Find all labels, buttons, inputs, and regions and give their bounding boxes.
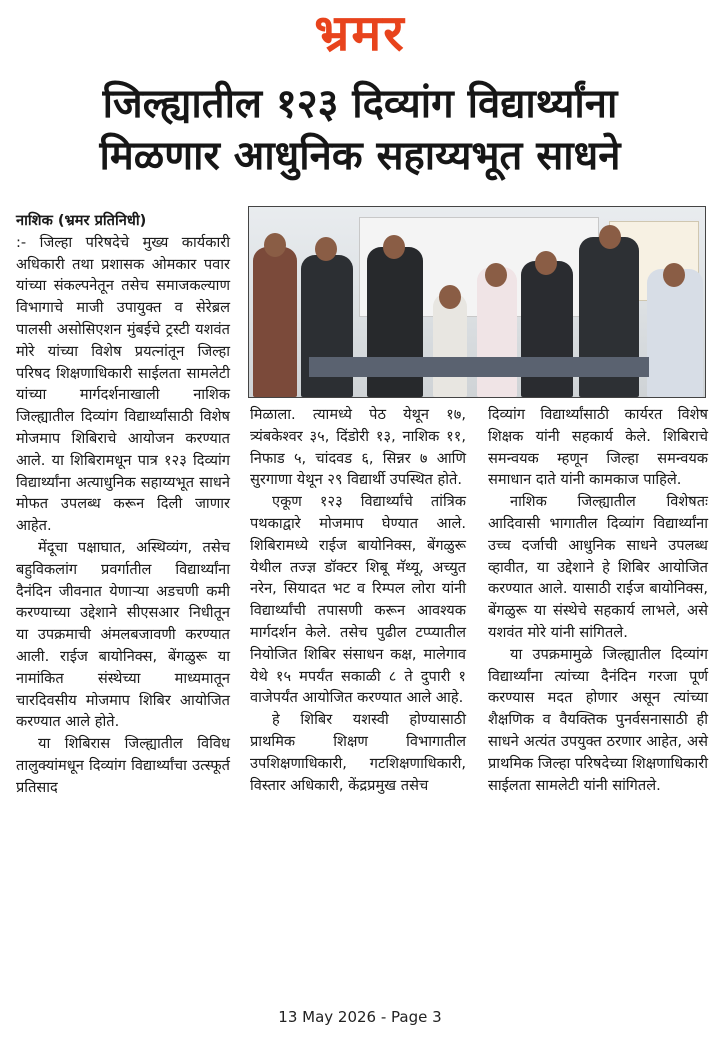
article-dateline: नाशिक (भ्रमर प्रतिनिधी) bbox=[16, 212, 147, 229]
article-paragraph: नाशिक जिल्ह्यातील विशेषतः आदिवासी भागातील दिव्यांग विद्यार्थ्यांना उच्च दर्जाची आधुनिक साधने उपलब्ध व्हावीत, या उद्देशाने हे शिबिर आयोजित करण्यात आले. यासाठी राईज बायोनिक्स, बेंगळुरू या संस्थेचे सहकार्य लाभले, असे यशवंत मोरे यांनी सांगितले. bbox=[488, 493, 708, 641]
photo-person-head bbox=[383, 235, 405, 259]
headline bbox=[0, 78, 720, 182]
event-photo bbox=[248, 206, 706, 398]
article-paragraph: :- जिल्हा परिषदेचे मुख्य कार्यकारी अधिकारी तथा प्रशासक ओमकार पवार यांच्या संकल्पनेतून तसेच समाजकल्याण विभागाचे माजी उपायुक्त व सेरेब्रल पालसी असोसिएशन मुंबईचे ट्रस्टी यशवंत मोरे यांच्या विशेष प्रयत्नांतून जिल्हा परिषद शिक्षणाधिकारी साईलता सामलेटी यांच्या मार्गदर्शनाखाली नाशिक जिल्ह्यातील दिव्यांग विद्यार्थ्यांसाठी विशेष मोजमाप शिबिराचे आयोजन करण्यात आले. या शिबिरामधून पात्र १२३ दिव्यांग विद्यार्थ्यांना अत्याधुनिक सहाय्यभूत साधने मोफत उपलब्ध करून दिली जाणार आहेत. bbox=[16, 233, 230, 535]
headline-line-2: मिळणार आधुनिक सहाय्यभूत साधने bbox=[99, 133, 621, 179]
page-footer: 13 May 2026 - Page 3 bbox=[278, 1008, 442, 1026]
newspaper-logo: भ्रमर bbox=[314, 4, 406, 62]
photo-person-head bbox=[599, 225, 621, 249]
photo-person bbox=[647, 269, 703, 397]
article-paragraph: दिव्यांग विद्यार्थ्यांसाठी कार्यरत विशेष शिक्षक यांनी सहकार्य केले. शिबिराचे समन्वयक म्हणून जिल्हा समन्वयक समाधान दाते यांनी कामकाज पाहिले. bbox=[488, 406, 708, 489]
article-paragraph: मेंदूचा पक्षाघात, अस्थिव्यंग, तसेच बहुविकलांग प्रवर्गातील विद्यार्थ्यांना दैनंदिन जीवनात येणाऱ्या अडचणी कमी करण्याच्या उद्देशाने सीएसआर निधीतून या उपक्रमाची अंमलबजावणी करण्यात आली. राईज बायोनिक्स, बेंगळुरू या नामांकित संस्थेच्या माध्यमातून चारदिवसीय मोजमाप शिबिर आयोजित करण्यात आले होते. bbox=[16, 538, 230, 731]
photo-person-head bbox=[663, 263, 685, 287]
article-paragraph: एकूण १२३ विद्यार्थ्यांचे तांत्रिक पथकाद्वारे मोजमाप घेण्यात आले. शिबिरामध्ये राईज बायोनिक्स, बेंगळुरू येथील तज्ज्ञ डॉक्टर शिबू मॅथ्यू, अच्युत नरेन, सियादत भट व रिम्पल लोरा यांनी विद्यार्थ्यांची तपासणी करून आवश्यक मार्गदर्शन केले. तसेच पुढील टप्प्यातील नियोजित शिबिर संसाधन कक्ष, मालेगाव येथे १५ मपर्यंत सकाळी ८ ते दुपारी १ वाजेपर्यंत आयोजित करण्यात आले आहे. bbox=[250, 493, 466, 707]
masthead bbox=[0, 0, 720, 68]
photo-person-head bbox=[315, 237, 337, 261]
article-paragraph: हे शिबिर यशस्वी होण्यासाठी प्राथमिक शिक्षण विभागातील उपशिक्षणाधिकारी, गटशिक्षणाधिकारी, विस्तार अधिकारी, केंद्रप्रमुख तसेच bbox=[250, 711, 466, 794]
article-paragraph: या उपक्रमामुळे जिल्ह्यातील दिव्यांग विद्यार्थ्यांना त्यांच्या दैनंदिन गरजा पूर्ण करण्यास मदत होणार असून त्यांच्या शैक्षणिक व वैयक्तिक पुनर्वसनासाठी ही साधने अत्यंत उपयुक्त ठरणार आहेत, असे प्राथमिक जिल्हा परिषदेच्या शिक्षणाधिकारी साईलता सामलेटी यांनी सांगितले. bbox=[488, 645, 708, 794]
photo-person-head bbox=[485, 263, 507, 287]
article-column-3 bbox=[488, 404, 708, 796]
article-paragraph: या शिबिरास जिल्ह्यातील विविध तालुक्यांमधून दिव्यांग विद्यार्थ्यांचा उत्स्फूर्त प्रतिसाद bbox=[16, 735, 230, 796]
article-column-1 bbox=[16, 210, 230, 799]
photo-table bbox=[309, 357, 649, 377]
photo-person bbox=[253, 247, 297, 397]
photo-person-head bbox=[264, 233, 286, 257]
article-paragraph: मिळाला. त्यामध्ये पेठ येथून १७, त्र्यंबकेश्वर ३५, दिंडोरी १३, नाशिक ११, निफाड ५, चांदवड ६, सिन्नर ७ आणि सुरगाणा येथून २९ विद्यार्थी उपस्थित होते. bbox=[250, 406, 466, 489]
photo-person-head bbox=[535, 251, 557, 275]
photo-person-head bbox=[439, 285, 461, 309]
article-column-2 bbox=[250, 404, 466, 796]
headline-line-1: जिल्ह्यातील १२३ दिव्यांग विद्यार्थ्यांना bbox=[102, 81, 618, 127]
